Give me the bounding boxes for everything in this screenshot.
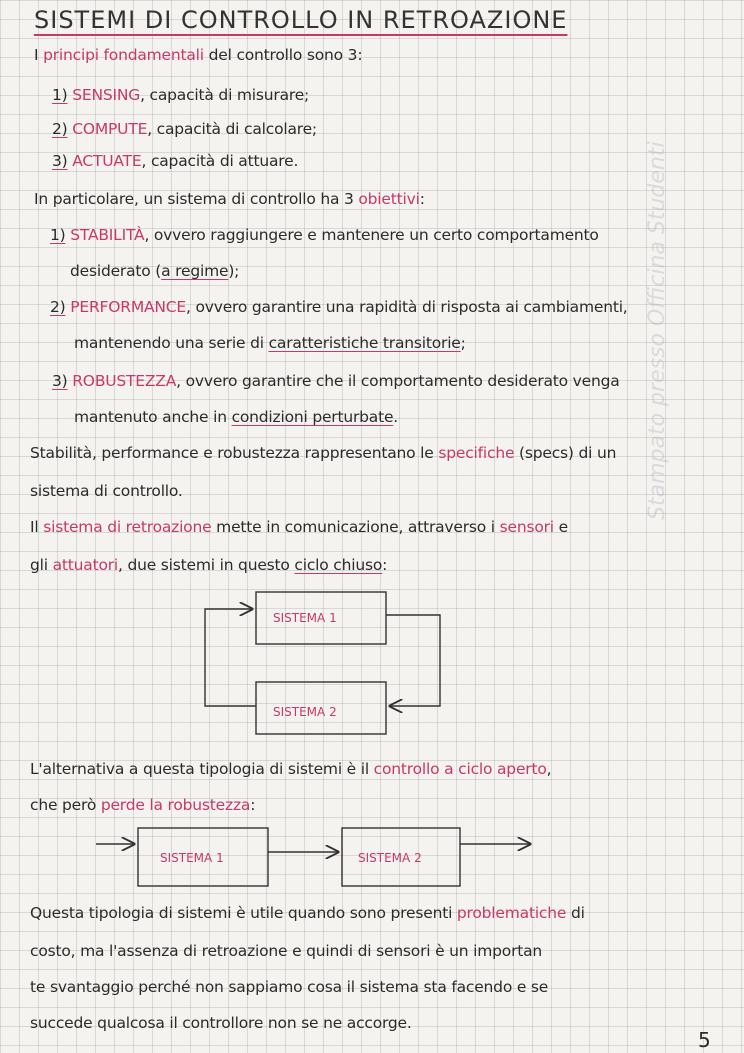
text-line: succede qualcosa il controllore non se ne accorge. <box>30 1014 412 1032</box>
page-number: 5 <box>698 1028 711 1052</box>
system2-label: SISTEMA 2 <box>358 851 422 865</box>
list-item: 3) ACTUATE, capacità di attuare. <box>52 152 299 170</box>
text-line: costo, ma l'assenza di retroazione e quindi di sensori è un importan <box>30 942 543 960</box>
page-title: SISTEMI DI CONTROLLO IN RETROAZIONE <box>34 6 568 34</box>
list-item: 3) ROBUSTEZZA, ovvero garantire che il comportamento desiderato venga <box>52 372 620 390</box>
text-line: gli attuatori, due sistemi in questo ciclo chiuso: <box>30 556 388 574</box>
text-line: mantenuto anche in condizioni perturbate. <box>74 408 399 426</box>
list-item: 2) COMPUTE, capacità di calcolare; <box>52 120 317 138</box>
closed-loop-diagram <box>205 592 440 734</box>
text-line: desiderato (a regime); <box>70 262 240 280</box>
system2-label: SISTEMA 2 <box>273 705 337 719</box>
watermark: Stampato presso Officina Studenti <box>645 141 670 520</box>
text-line: I principi fondamentali del controllo sono 3: <box>34 46 363 64</box>
forward-arrow <box>386 615 440 706</box>
text-line: In particolare, un sistema di controllo ha 3 obiettivi: <box>34 190 425 208</box>
text-line: mantenendo una serie di caratteristiche transitorie; <box>74 334 466 352</box>
system1-label: SISTEMA 1 <box>273 611 337 625</box>
text-line: L'alternativa a questa tipologia di sistemi è il controllo a ciclo aperto, <box>30 760 552 778</box>
open-loop-diagram <box>96 828 530 886</box>
text-line: sistema di controllo. <box>30 482 183 500</box>
text-line: te svantaggio perché non sappiamo cosa il sistema sta facendo e se <box>30 978 549 996</box>
feedback-arrow <box>205 609 256 706</box>
list-item: 1) STABILITÀ, ovvero raggiungere e mantenere un certo comportamento <box>50 226 599 244</box>
text-line: Stabilità, performance e robustezza rappresentano le specifiche (specs) di un <box>30 444 617 462</box>
text-line: Questa tipologia di sistemi è utile quando sono presenti problematiche di <box>30 904 585 922</box>
text-line: che però perde la robustezza: <box>30 796 256 814</box>
list-item: 1) SENSING, capacità di misurare; <box>52 86 310 104</box>
system1-label: SISTEMA 1 <box>160 851 224 865</box>
list-item: 2) PERFORMANCE, ovvero garantire una rapidità di risposta ai cambiamenti, <box>50 298 628 316</box>
text-line: Il sistema di retroazione mette in comunicazione, attraverso i sensori e <box>30 518 568 536</box>
